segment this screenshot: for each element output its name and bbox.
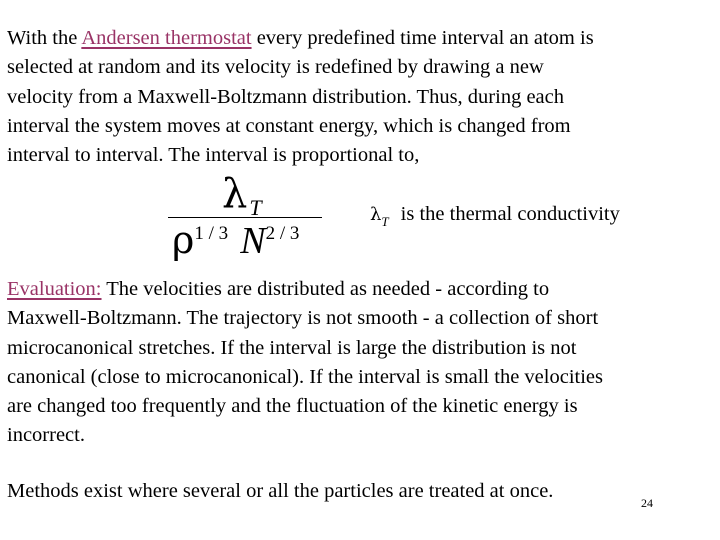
- intro-line-4: interval the system moves at constant energy, which is changed from: [7, 114, 571, 137]
- andersen-thermostat-term: Andersen thermostat: [81, 27, 252, 49]
- formula-denominator: [172, 220, 299, 268]
- lambda-symbol: λ: [370, 204, 382, 225]
- formula-numerator: [222, 171, 262, 220]
- denominator-rho: ρ: [172, 218, 195, 262]
- denominator-n: N: [240, 220, 266, 262]
- intro-line-1-end: every predefined time interval an atom is: [251, 27, 594, 49]
- n-exponent: 2 / 3: [265, 223, 300, 244]
- intro-line-2: selected at random and its velocity is redefined by drawing a new: [7, 56, 544, 79]
- evaluation-line-1-text: The velocities are distributed as needed - according to: [101, 278, 550, 300]
- evaluation-line-2: Maxwell-Boltzmann. The trajectory is not smooth - a collection of short: [7, 307, 599, 330]
- lambda-definition: [370, 200, 620, 230]
- numerator-lambda: λ: [222, 171, 248, 217]
- evaluation-line-4: canonical (close to microcanonical). If the interval is small the velocities: [7, 365, 603, 388]
- intro-line-5: interval to interval. The interval is proportional to,: [7, 144, 420, 167]
- evaluation-line-5: are changed too frequently and the fluctuation of the kinetic energy is: [7, 395, 578, 418]
- evaluation-line-1: [7, 275, 713, 304]
- methods-line: Methods exist where several or all the particles are treated at once.: [7, 480, 554, 502]
- evaluation-paragraph: [7, 275, 713, 451]
- methods-paragraph: [7, 477, 713, 506]
- lambda-description: is the thermal conductivity: [400, 203, 620, 225]
- intro-line-1: [7, 24, 713, 53]
- rho-exponent: 1 / 3: [194, 223, 229, 244]
- intro-paragraph: [7, 24, 713, 170]
- numerator-subscript: T: [249, 195, 262, 220]
- evaluation-line-3: microcanonical stretches. If the interval is large the distribution is not: [7, 336, 577, 359]
- interval-formula: [166, 171, 326, 264]
- evaluation-line-6: incorrect.: [7, 424, 85, 447]
- intro-line-3: velocity from a Maxwell-Boltzmann distribution. Thus, during each: [7, 85, 564, 108]
- lambda-subscript: T: [381, 214, 389, 229]
- evaluation-label: Evaluation:: [7, 278, 102, 300]
- page-number: 24: [641, 496, 653, 510]
- intro-line-1-start: With the: [7, 27, 82, 49]
